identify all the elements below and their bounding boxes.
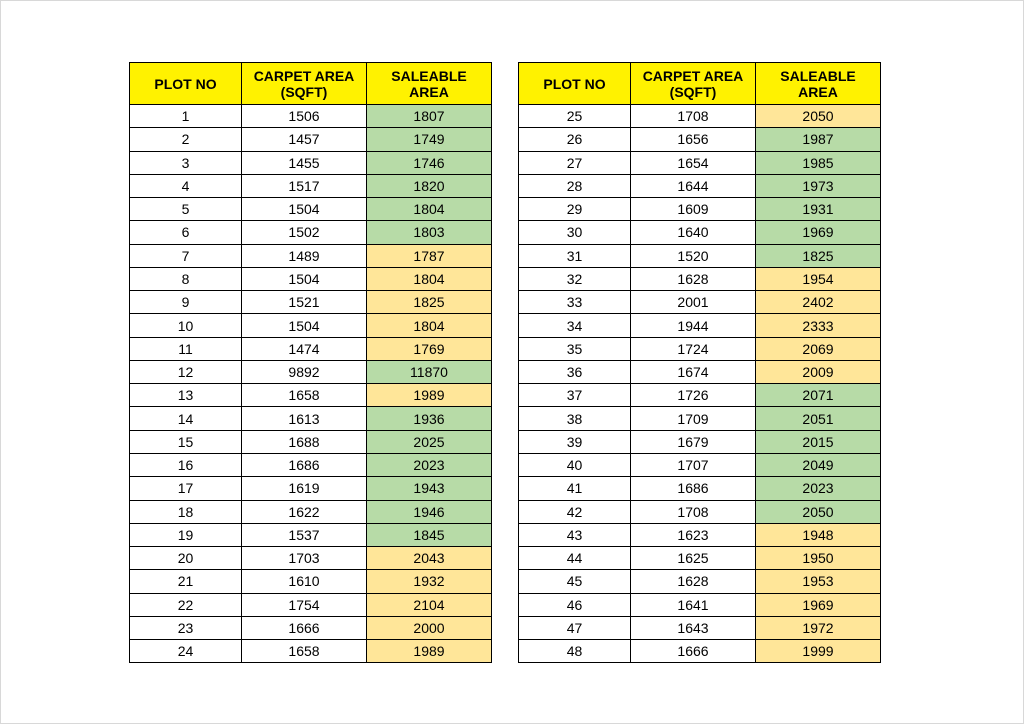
carpet-area-cell: 1520 bbox=[631, 244, 756, 267]
plot-no-cell: 40 bbox=[519, 453, 631, 476]
plot-table-left-body bbox=[130, 105, 492, 663]
table-row bbox=[130, 151, 492, 174]
plot-no-cell: 18 bbox=[130, 500, 242, 523]
saleable-area-cell: 1973 bbox=[756, 174, 881, 197]
saleable-area-cell: 1943 bbox=[367, 477, 492, 500]
carpet-area-cell: 1489 bbox=[242, 244, 367, 267]
plot-no-cell: 8 bbox=[130, 267, 242, 290]
table-row bbox=[519, 570, 881, 593]
plot-no-cell: 13 bbox=[130, 384, 242, 407]
plot-no-cell: 12 bbox=[130, 360, 242, 383]
saleable-area-cell: 1950 bbox=[756, 547, 881, 570]
saleable-area-cell: 2069 bbox=[756, 337, 881, 360]
saleable-area-cell: 1989 bbox=[367, 384, 492, 407]
carpet-area-cell: 1506 bbox=[242, 105, 367, 128]
table-row bbox=[519, 198, 881, 221]
table-row bbox=[130, 174, 492, 197]
plot-no-cell: 43 bbox=[519, 523, 631, 546]
saleable-area-cell: 2015 bbox=[756, 430, 881, 453]
saleable-area-cell: 2402 bbox=[756, 291, 881, 314]
table-row bbox=[130, 453, 492, 476]
saleable-area-cell: 2023 bbox=[367, 453, 492, 476]
plot-no-cell: 23 bbox=[130, 616, 242, 639]
plot-no-cell: 14 bbox=[130, 407, 242, 430]
table-row bbox=[130, 314, 492, 337]
saleable-area-cell: 1936 bbox=[367, 407, 492, 430]
saleable-area-cell: 1804 bbox=[367, 314, 492, 337]
saleable-area-cell: 1954 bbox=[756, 267, 881, 290]
plot-no-cell: 28 bbox=[519, 174, 631, 197]
plot-no-cell: 22 bbox=[130, 593, 242, 616]
plot-no-cell: 16 bbox=[130, 453, 242, 476]
carpet-area-cell: 1504 bbox=[242, 314, 367, 337]
table-row bbox=[130, 267, 492, 290]
plot-no-cell: 24 bbox=[130, 640, 242, 663]
saleable-area-cell: 11870 bbox=[367, 360, 492, 383]
carpet-area-cell: 1688 bbox=[242, 430, 367, 453]
saleable-area-cell: 2025 bbox=[367, 430, 492, 453]
table-row bbox=[519, 547, 881, 570]
saleable-area-cell: 2051 bbox=[756, 407, 881, 430]
carpet-area-cell: 1658 bbox=[242, 640, 367, 663]
carpet-area-cell: 1643 bbox=[631, 616, 756, 639]
plot-no-cell: 38 bbox=[519, 407, 631, 430]
header-carpet-area-line2: (SQFT) bbox=[280, 83, 328, 100]
plot-no-cell: 5 bbox=[130, 198, 242, 221]
table-row bbox=[130, 360, 492, 383]
table-row bbox=[519, 430, 881, 453]
carpet-area-cell: 1644 bbox=[631, 174, 756, 197]
table-row bbox=[519, 616, 881, 639]
carpet-area-cell: 1707 bbox=[631, 453, 756, 476]
plot-no-cell: 11 bbox=[130, 337, 242, 360]
table-row bbox=[519, 337, 881, 360]
plot-no-cell: 35 bbox=[519, 337, 631, 360]
header-saleable-area-line1: SALEABLE bbox=[391, 67, 467, 84]
table-row bbox=[519, 221, 881, 244]
saleable-area-cell: 2050 bbox=[756, 105, 881, 128]
carpet-area-cell: 1502 bbox=[242, 221, 367, 244]
table-row bbox=[519, 453, 881, 476]
carpet-area-cell: 1709 bbox=[631, 407, 756, 430]
saleable-area-cell: 2104 bbox=[367, 593, 492, 616]
carpet-area-cell: 1619 bbox=[242, 477, 367, 500]
table-row bbox=[130, 105, 492, 128]
table-row bbox=[130, 198, 492, 221]
saleable-area-cell: 2333 bbox=[756, 314, 881, 337]
carpet-area-cell: 1641 bbox=[631, 593, 756, 616]
saleable-area-cell: 1803 bbox=[367, 221, 492, 244]
carpet-area-cell: 1504 bbox=[242, 198, 367, 221]
plot-table-right-body bbox=[519, 105, 881, 663]
saleable-area-cell: 1769 bbox=[367, 337, 492, 360]
plot-no-cell: 32 bbox=[519, 267, 631, 290]
plot-no-cell: 42 bbox=[519, 500, 631, 523]
table-row bbox=[130, 547, 492, 570]
saleable-area-cell: 1845 bbox=[367, 523, 492, 546]
saleable-area-cell: 1932 bbox=[367, 570, 492, 593]
table-row bbox=[519, 151, 881, 174]
saleable-area-cell: 2009 bbox=[756, 360, 881, 383]
table-row bbox=[519, 128, 881, 151]
carpet-area-cell: 1622 bbox=[242, 500, 367, 523]
carpet-area-cell: 1628 bbox=[631, 570, 756, 593]
carpet-area-cell: 1658 bbox=[242, 384, 367, 407]
saleable-area-cell: 1749 bbox=[367, 128, 492, 151]
saleable-area-cell: 1807 bbox=[367, 105, 492, 128]
table-row bbox=[130, 430, 492, 453]
plot-no-cell: 26 bbox=[519, 128, 631, 151]
carpet-area-cell: 1666 bbox=[242, 616, 367, 639]
table-row bbox=[519, 314, 881, 337]
carpet-area-cell: 1686 bbox=[242, 453, 367, 476]
saleable-area-cell: 1787 bbox=[367, 244, 492, 267]
table-row bbox=[130, 523, 492, 546]
plot-no-cell: 17 bbox=[130, 477, 242, 500]
header-saleable-area-line1: SALEABLE bbox=[780, 67, 856, 84]
saleable-area-cell: 1804 bbox=[367, 198, 492, 221]
table-row bbox=[130, 407, 492, 430]
table-row bbox=[519, 105, 881, 128]
plot-no-cell: 33 bbox=[519, 291, 631, 314]
carpet-area-cell: 1726 bbox=[631, 384, 756, 407]
table-row bbox=[130, 337, 492, 360]
header-saleable-area bbox=[367, 63, 492, 105]
carpet-area-cell: 1628 bbox=[631, 267, 756, 290]
carpet-area-cell: 1457 bbox=[242, 128, 367, 151]
saleable-area-cell: 1969 bbox=[756, 593, 881, 616]
saleable-area-cell: 1746 bbox=[367, 151, 492, 174]
header-plot-no bbox=[130, 63, 242, 105]
plot-no-cell: 39 bbox=[519, 430, 631, 453]
table-row bbox=[519, 640, 881, 663]
plot-no-cell: 37 bbox=[519, 384, 631, 407]
table-row bbox=[519, 523, 881, 546]
saleable-area-cell: 2049 bbox=[756, 453, 881, 476]
header-carpet-area bbox=[242, 63, 367, 105]
saleable-area-cell: 1999 bbox=[756, 640, 881, 663]
carpet-area-cell: 9892 bbox=[242, 360, 367, 383]
header-carpet-area-line1: CARPET AREA bbox=[642, 67, 744, 84]
plot-no-cell: 45 bbox=[519, 570, 631, 593]
table-header-row bbox=[519, 63, 881, 105]
plot-no-cell: 27 bbox=[519, 151, 631, 174]
saleable-area-cell: 1825 bbox=[367, 291, 492, 314]
table-row bbox=[130, 616, 492, 639]
table-row bbox=[519, 477, 881, 500]
plot-no-cell: 9 bbox=[130, 291, 242, 314]
table-row bbox=[519, 593, 881, 616]
plot-no-cell: 4 bbox=[130, 174, 242, 197]
carpet-area-cell: 1610 bbox=[242, 570, 367, 593]
carpet-area-cell: 1656 bbox=[631, 128, 756, 151]
carpet-area-cell: 1521 bbox=[242, 291, 367, 314]
plot-no-cell: 1 bbox=[130, 105, 242, 128]
plot-no-cell: 31 bbox=[519, 244, 631, 267]
table-header-row bbox=[130, 63, 492, 105]
table-row bbox=[519, 500, 881, 523]
plot-no-cell: 29 bbox=[519, 198, 631, 221]
carpet-area-cell: 1708 bbox=[631, 105, 756, 128]
carpet-area-cell: 1708 bbox=[631, 500, 756, 523]
plot-no-cell: 10 bbox=[130, 314, 242, 337]
header-carpet-area-line1: CARPET AREA bbox=[253, 67, 355, 84]
plot-no-cell: 6 bbox=[130, 221, 242, 244]
saleable-area-cell: 2050 bbox=[756, 500, 881, 523]
carpet-area-cell: 1724 bbox=[631, 337, 756, 360]
plot-no-cell: 34 bbox=[519, 314, 631, 337]
plot-table-right bbox=[518, 62, 881, 663]
carpet-area-cell: 1517 bbox=[242, 174, 367, 197]
saleable-area-cell: 1820 bbox=[367, 174, 492, 197]
table-row bbox=[130, 221, 492, 244]
carpet-area-cell: 1625 bbox=[631, 547, 756, 570]
saleable-area-cell: 1948 bbox=[756, 523, 881, 546]
carpet-area-cell: 1679 bbox=[631, 430, 756, 453]
carpet-area-cell: 1623 bbox=[631, 523, 756, 546]
table-row bbox=[519, 174, 881, 197]
header-carpet-area-line2: (SQFT) bbox=[669, 83, 717, 100]
saleable-area-cell: 1987 bbox=[756, 128, 881, 151]
saleable-area-cell: 1825 bbox=[756, 244, 881, 267]
carpet-area-cell: 1754 bbox=[242, 593, 367, 616]
carpet-area-cell: 1613 bbox=[242, 407, 367, 430]
plot-no-cell: 30 bbox=[519, 221, 631, 244]
plot-no-cell: 44 bbox=[519, 547, 631, 570]
plot-no-cell: 19 bbox=[130, 523, 242, 546]
table-row bbox=[130, 128, 492, 151]
saleable-area-cell: 1969 bbox=[756, 221, 881, 244]
saleable-area-cell: 2000 bbox=[367, 616, 492, 639]
header-plot-no-label: PLOT NO bbox=[543, 75, 606, 92]
plot-no-cell: 20 bbox=[130, 547, 242, 570]
table-row bbox=[130, 477, 492, 500]
carpet-area-cell: 1654 bbox=[631, 151, 756, 174]
header-saleable-area-line2: AREA bbox=[409, 83, 449, 100]
saleable-area-cell: 1989 bbox=[367, 640, 492, 663]
header-saleable-area-line2: AREA bbox=[798, 83, 838, 100]
saleable-area-cell: 1953 bbox=[756, 570, 881, 593]
plot-no-cell: 21 bbox=[130, 570, 242, 593]
carpet-area-cell: 1474 bbox=[242, 337, 367, 360]
carpet-area-cell: 1686 bbox=[631, 477, 756, 500]
saleable-area-cell: 2071 bbox=[756, 384, 881, 407]
carpet-area-cell: 1703 bbox=[242, 547, 367, 570]
carpet-area-cell: 1537 bbox=[242, 523, 367, 546]
table-row bbox=[519, 291, 881, 314]
table-row bbox=[130, 291, 492, 314]
carpet-area-cell: 1640 bbox=[631, 221, 756, 244]
header-saleable-area bbox=[756, 63, 881, 105]
plot-table-left bbox=[129, 62, 492, 663]
plot-no-cell: 15 bbox=[130, 430, 242, 453]
table-row bbox=[519, 267, 881, 290]
plot-no-cell: 7 bbox=[130, 244, 242, 267]
carpet-area-cell: 1944 bbox=[631, 314, 756, 337]
header-plot-no-label: PLOT NO bbox=[154, 75, 217, 92]
saleable-area-cell: 2043 bbox=[367, 547, 492, 570]
plot-no-cell: 2 bbox=[130, 128, 242, 151]
carpet-area-cell: 1504 bbox=[242, 267, 367, 290]
carpet-area-cell: 1609 bbox=[631, 198, 756, 221]
table-row bbox=[519, 384, 881, 407]
plot-no-cell: 46 bbox=[519, 593, 631, 616]
table-row bbox=[130, 640, 492, 663]
plot-no-cell: 3 bbox=[130, 151, 242, 174]
table-row bbox=[130, 593, 492, 616]
plot-no-cell: 48 bbox=[519, 640, 631, 663]
plot-no-cell: 25 bbox=[519, 105, 631, 128]
carpet-area-cell: 1674 bbox=[631, 360, 756, 383]
table-row bbox=[130, 244, 492, 267]
saleable-area-cell: 2023 bbox=[756, 477, 881, 500]
plot-no-cell: 41 bbox=[519, 477, 631, 500]
table-row bbox=[519, 407, 881, 430]
saleable-area-cell: 1946 bbox=[367, 500, 492, 523]
header-plot-no bbox=[519, 63, 631, 105]
table-row bbox=[130, 500, 492, 523]
table-row bbox=[519, 360, 881, 383]
table-row bbox=[130, 570, 492, 593]
plot-no-cell: 47 bbox=[519, 616, 631, 639]
carpet-area-cell: 1455 bbox=[242, 151, 367, 174]
saleable-area-cell: 1804 bbox=[367, 267, 492, 290]
saleable-area-cell: 1972 bbox=[756, 616, 881, 639]
saleable-area-cell: 1985 bbox=[756, 151, 881, 174]
carpet-area-cell: 2001 bbox=[631, 291, 756, 314]
table-row bbox=[519, 244, 881, 267]
carpet-area-cell: 1666 bbox=[631, 640, 756, 663]
table-row bbox=[130, 384, 492, 407]
plot-no-cell: 36 bbox=[519, 360, 631, 383]
saleable-area-cell: 1931 bbox=[756, 198, 881, 221]
header-carpet-area bbox=[631, 63, 756, 105]
